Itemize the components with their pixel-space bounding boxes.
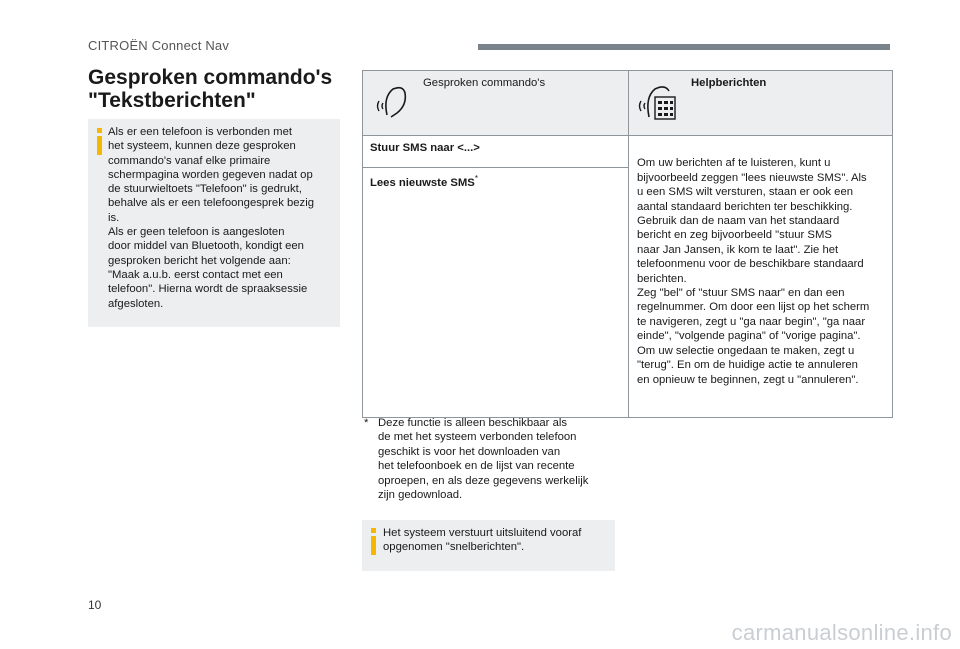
footnote-text: Deze functie is alleen beschikbaar als de met het systeem verbonden telefoon geschikt is voor het downloaden van het telefoonboek en de lijst van recente oproepen, en als deze gegevens werkelijk zijn gedownload. [378, 417, 589, 502]
col1-header: Gesproken commando's [423, 77, 546, 89]
voice-command-icon [373, 83, 411, 123]
footnote-marker: * [474, 174, 478, 183]
command-read-sms: Lees nieuwste SMS [370, 176, 475, 189]
info-icon [366, 528, 382, 555]
command-send-sms: Stuur SMS naar <...> [370, 142, 480, 154]
command-cell-1 [363, 136, 629, 168]
header-bar [478, 44, 890, 50]
info-icon [92, 128, 108, 155]
help-cell [629, 136, 893, 418]
info-text-bottom: Het systeem verstuurt uitsluitend vooraf opgenomen "snelberichten". [383, 527, 582, 554]
help-text: Om uw berichten af te luisteren, kunt u bijvoorbeeld zeggen "lees nieuwste SMS". Als u een SMS wilt versturen, staan er ook een aantal standaard berichten ter beschikking. Gebruik dan de naam van het standaard bericht en zeg bijvoorbeeld "stuur SMS naar Jan Jansen, ik kom te laat". Zie het telefoonmenu voor de beschikbare standaard berichten. Zeg "bel" of "stuur SMS naar" en dan een regelnummer. Om door een lijst op het scherm te navigeren, zegt u "ga naar begin", "ga naar einde", "volgende pagina" of "vorige pagina". Om uw selectie ongedaan te maken, zegt u "terug". En om de huidige actie te annuleren en opnieuw te beginnen, zegt u "annuleren". [637, 157, 870, 386]
page-number: 10 [88, 598, 102, 612]
watermark: carmanualsonline.info [731, 620, 952, 645]
voice-command-table [362, 70, 893, 418]
command-cell-empty [363, 199, 629, 418]
voice-keypad-icon [637, 81, 681, 125]
footnote [364, 416, 614, 502]
info-text-left: Als er een telefoon is verbonden met het systeem, kunnen deze gesproken commando's vanaf elke primaire schermpagina worden gegeven nadat op de stuurwieltoets "Telefoon" is gedrukt, behalve als er een telefoongesprek bezig is. Als er geen telefoon is aangesloten door middel van Bluetooth, kondigt een gesproken bericht het volgende aan: "Maak a.u.b. eerst contact met een telefoon". Hierna wordt de spraaksessie afgesloten. [108, 126, 314, 310]
command-cell-2 [363, 168, 629, 200]
info-box-left [88, 119, 340, 327]
footnote-mark: * [364, 417, 369, 429]
table-header-commands [363, 71, 629, 136]
header-title: CITROËN Connect Nav [88, 38, 230, 53]
table-header-help [629, 71, 893, 136]
page-title: Gesproken commando's "Tekstberichten" [88, 66, 333, 112]
col2-header: Helpberichten [691, 77, 767, 89]
info-box-bottom [362, 520, 615, 571]
